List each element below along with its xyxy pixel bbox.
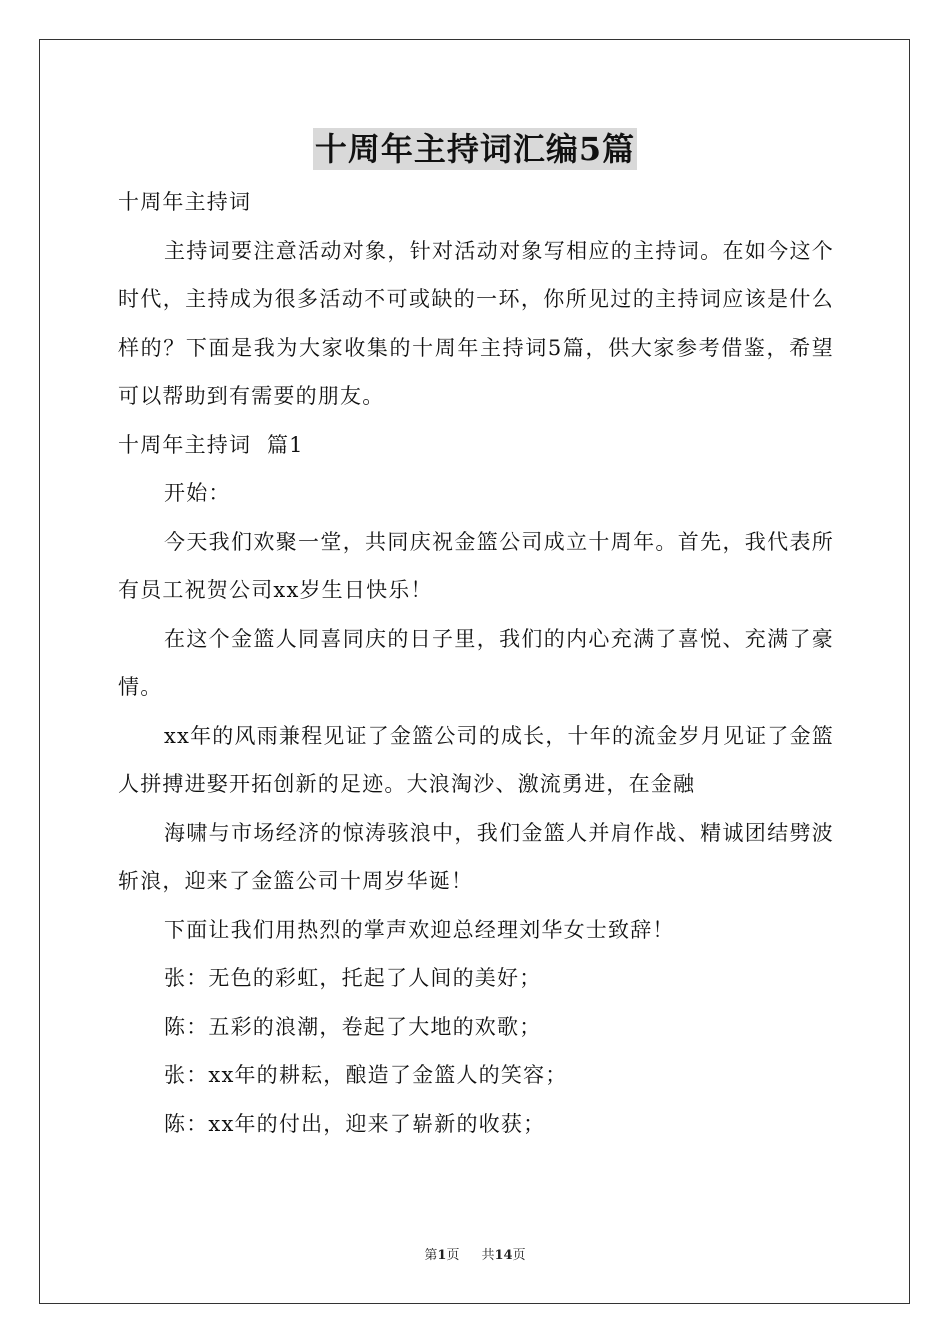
paragraph: 十周年主持词 xyxy=(118,190,252,214)
paragraph: 主持词要注意活动对象，针对活动对象写相应的主持词。在如今这个时代，主持成为很多活动不可或缺的一环，你所见过的主持词应该是什么样的？下面是我为大家收集的十周年主持词5篇，供大家参考借鉴，希望可以帮助到有需要的朋友。 xyxy=(118,238,834,408)
total-suffix: 页 xyxy=(512,1248,526,1263)
paragraph: xx年的风雨兼程见证了金篮公司的成长，十年的流金岁月见证了金篮人拼搏进娶开拓创新的足迹。大浪淘沙、激流勇进，在金融 xyxy=(118,723,834,796)
paragraph: 海啸与市场经济的惊涛骇浪中，我们金篮人并肩作战、精诚团结劈波斩浪，迎来了金篮公司十周岁华诞！ xyxy=(118,820,834,893)
paragraph: 在这个金篮人同喜同庆的日子里，我们的内心充满了喜悦、充满了豪情。 xyxy=(118,626,834,699)
paragraph: 下面让我们用热烈的掌声欢迎总经理刘华女士致辞！ xyxy=(164,917,675,942)
total-pages: 14 xyxy=(494,1248,513,1263)
document-body xyxy=(118,178,834,1148)
page-footer xyxy=(0,1246,950,1266)
total-prefix: 共 xyxy=(481,1248,495,1263)
paragraph: 陈：xx年的付出，迎来了崭新的收获； xyxy=(164,1111,546,1136)
paragraph: 今天我们欢聚一堂，共同庆祝金篮公司成立十周年。首先，我代表所有员工祝贺公司xx岁生日快乐！ xyxy=(118,529,834,602)
paragraph: 开始： xyxy=(164,481,231,505)
section-heading: 十周年主持词 篇1 xyxy=(118,432,304,457)
page-suffix: 页 xyxy=(446,1248,460,1263)
page-prefix: 第 xyxy=(424,1248,438,1263)
paragraph: 张：xx年的耕耘，酿造了金篮人的笑容； xyxy=(164,1063,568,1087)
page-number: 1 xyxy=(437,1248,447,1263)
title-container xyxy=(0,128,950,170)
paragraph: 张：无色的彩虹，托起了人间的美好； xyxy=(164,966,542,990)
paragraph: 陈：五彩的浪潮，卷起了大地的欢歌； xyxy=(164,1014,542,1039)
document-title: 十周年主持词汇编5篇 xyxy=(314,130,636,168)
